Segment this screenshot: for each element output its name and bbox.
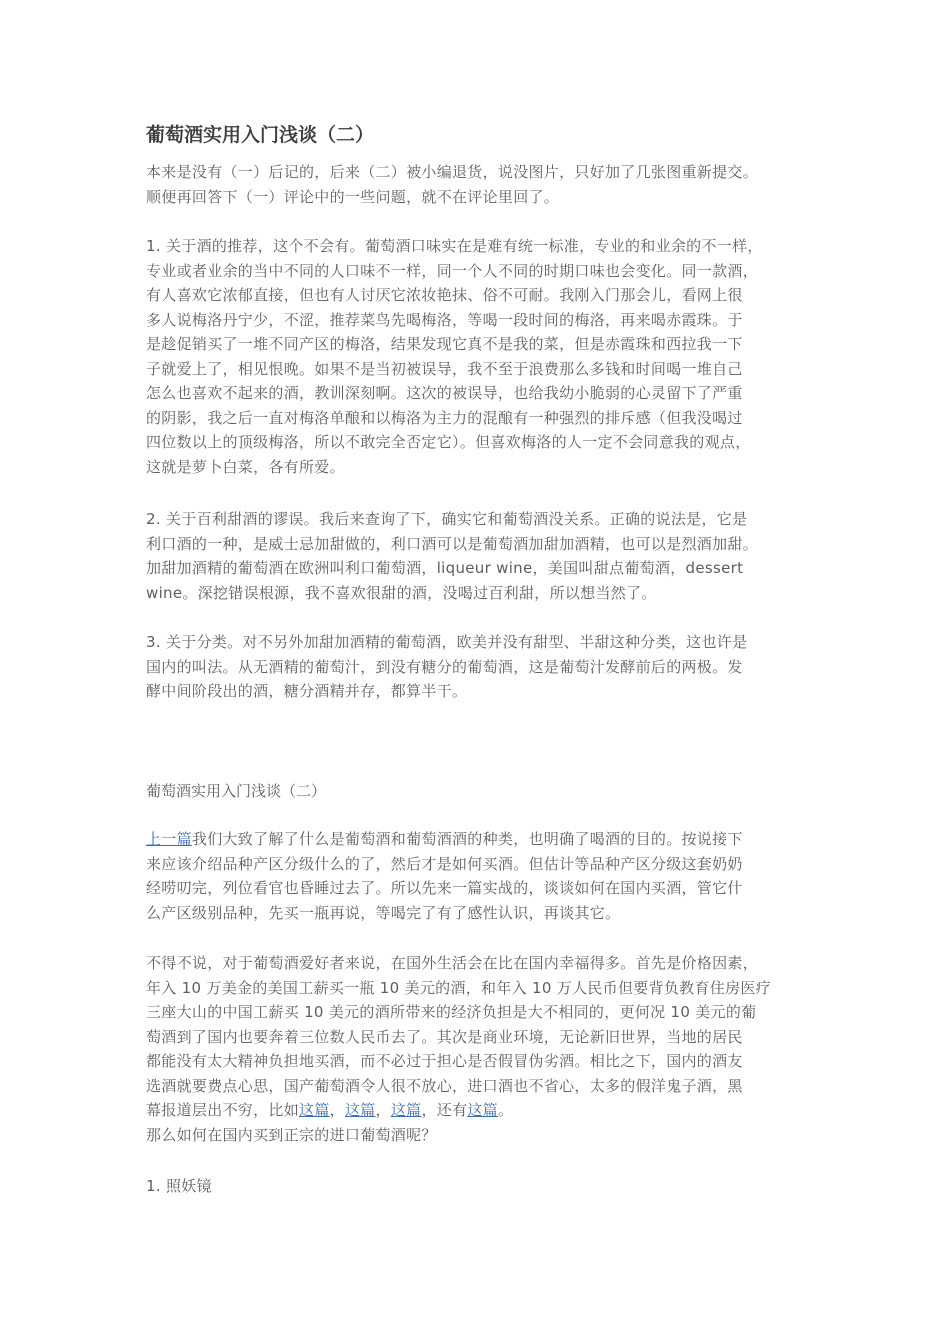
section-heading-1 <box>146 1174 810 1199</box>
text-line: 这就是萝卜白菜，各有所爱。 <box>146 457 345 476</box>
separator: ， <box>375 1101 391 1119</box>
text-line: 年入 10 万美金的美国工薪买一瓶 10 美元的酒，和年入 10 万人民币但要背负教育住房医疗 <box>146 978 771 997</box>
text-line: 都能没有太大精神负担地买酒，而不必过于担心是否假冒伪劣酒。相比之下，国内的酒友 <box>146 1052 743 1070</box>
text-line: 专业或者业余的当中不同的人口味不一样，同一个人不同的时期口味也会变化。同一款酒， <box>146 261 759 280</box>
text-line: 那么如何在国内买到正宗的进口葡萄酒呢？ <box>146 1125 437 1144</box>
body-paragraph-1 <box>146 827 810 925</box>
text-line: 多人说梅洛丹宁少，不涩，推荐菜鸟先喝梅洛，等喝一段时间的梅洛，再来喝赤霞珠。于 <box>146 310 743 329</box>
text-run: 我们大致了解了什么是葡萄酒和葡萄酒酒的种类，也明确了喝酒的目的。按说接下 <box>191 830 743 848</box>
text-line: 来应该介绍品种产区分级什么的了，然后才是如何买酒。但估计等品种产区分级这套奶奶 <box>146 854 743 873</box>
text-line: 不得不说，对于葡萄酒爱好者来说，在国外生活会在比在国内幸福得多。首先是价格因素， <box>146 954 759 972</box>
text-line: 怎么也喜欢不起来的酒，教训深刻啊。这次的被误导，也给我幼小脆弱的心灵留下了严重 <box>146 384 743 402</box>
text-line: 三座大山的中国工薪买 10 美元的酒所带来的经济负担是大不相同的，更何况 10 美元的葡 <box>146 1003 757 1021</box>
text-line: 萄酒到了国内也要奔着三位数人民币去了。其次是商业环境，无论新旧世界，当地的居民 <box>146 1027 743 1046</box>
article-title: 葡萄酒实用入门浅谈（二） <box>146 124 375 146</box>
text-line: 酵中间阶段出的酒，糖分酒精并存，都算半干。 <box>146 682 468 700</box>
previous-article-link[interactable]: 上一篇 <box>146 830 192 848</box>
separator: ， <box>329 1101 345 1119</box>
body-paragraph-2 <box>146 951 810 1147</box>
text-run: 幕报道层出不穷，比如 <box>146 1101 300 1119</box>
text-line: 是趁促销买了一堆不同产区的梅洛，结果发现它真不是我的菜，但是赤霞珠和西拉我一下 <box>146 335 743 353</box>
text-line: 加甜加酒精的葡萄酒在欧洲叫利口葡萄酒，liqueur wine，美国叫甜点葡萄酒，dessert <box>146 559 744 577</box>
text-line: 子就爱上了，相见恨晚。如果不是当初被误导，我不至于浪费那么多钱和时间喝一堆自己 <box>146 359 743 378</box>
point-2-paragraph <box>146 507 810 605</box>
article-link-4[interactable]: 这篇 <box>467 1101 498 1119</box>
text-line: 的阴影，我之后一直对梅洛单酿和以梅洛为主力的混酿有一种强烈的排斥感（但我没喝过 <box>146 408 743 427</box>
text-run: 。 <box>497 1101 514 1119</box>
article-link-2[interactable]: 这篇 <box>344 1101 376 1119</box>
text-line: 选酒就要费点心思，国产葡萄酒令人很不放心，进口酒也不省心，太多的假洋鬼子酒，黑 <box>146 1076 743 1095</box>
text-line: 经唠叨完，列位看官也昏睡过去了。所以先来一篇实战的，谈谈如何在国内买酒，管它什 <box>146 879 743 897</box>
text-line: wine。深挖错误根源，我不喜欢很甜的酒，没喝过百利甜，所以想当然了。 <box>146 583 657 602</box>
article-link-1[interactable]: 这篇 <box>299 1101 330 1119</box>
text-line: 1. 关于酒的推荐，这个不会有。葡萄酒口味实在是难有统一标准，专业的和业余的不一样， <box>146 237 763 255</box>
text-line <box>146 827 810 852</box>
text-line: 本来是没有（一）后记的，后来（二）被小编退货，说没图片，只好加了几张图重新提交。 <box>146 163 759 181</box>
intro-paragraph <box>146 160 810 209</box>
point-3-paragraph <box>146 630 810 704</box>
text-line: 顺便再回答下（一）评论中的一些问题，就不在评论里回了。 <box>146 187 560 206</box>
text-line: 么产区级别品种，先买一瓶再说，等喝完了有了感性认识，再谈其它。 <box>146 903 621 922</box>
text-line: 国内的叫法。从无酒精的葡萄汁，到没有糖分的葡萄酒，这是葡萄汁发酵前后的两极。发 <box>146 657 743 676</box>
section-subtitle: 葡萄酒实用入门浅谈（二） <box>146 782 327 800</box>
text-line <box>146 1098 810 1123</box>
point-1-paragraph <box>146 234 810 479</box>
text-line: 利口酒的一种，是威士忌加甜做的，利口酒可以是葡萄酒加甜加酒精，也可以是烈酒加甜。 <box>146 534 759 553</box>
article-link-3[interactable]: 这篇 <box>390 1101 422 1119</box>
text-line: 四位数以上的顶级梅洛，所以不敢完全否定它）。但喜欢梅洛的人一定不会同意我的观点， <box>146 433 751 451</box>
text-line: 1. 照妖镜 <box>146 1177 212 1195</box>
text-run: ，还有 <box>421 1101 468 1119</box>
text-line: 3. 关于分类。对不另外加甜加酒精的葡萄酒，欧美并没有甜型、半甜这种分类，这也许是 <box>146 633 748 651</box>
text-line: 有人喜欢它浓郁直接，但也有人讨厌它浓妆艳抹、俗不可耐。我刚入门那会儿，看网上很 <box>146 286 743 304</box>
text-line: 2. 关于百利甜酒的谬误。我后来查询了下，确实它和葡萄酒没关系。正确的说法是，它是 <box>146 510 748 528</box>
